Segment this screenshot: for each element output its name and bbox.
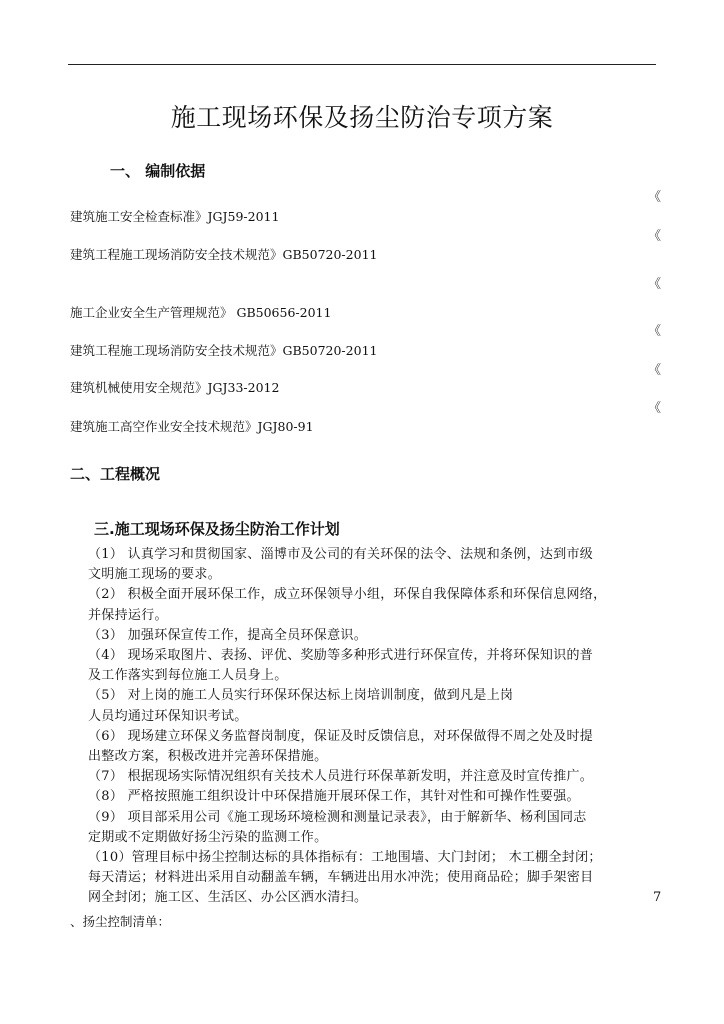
plan-line: 文明施工现场的要求。 [88, 567, 222, 583]
quote-mark: 《 [648, 324, 662, 339]
section-heading-plan: 三.施工现场环保及扬尘防治工作计划 [94, 520, 340, 538]
plan-line: 定期或不定期做好扬尘污染的监测工作。 [88, 829, 328, 845]
reference-item: 建筑施工高空作业安全技术规范》JGJ80-91 [70, 419, 314, 434]
plan-line: （9） 项目部采用公司《施工现场环境检测和测量记录表》，由于解新华、杨利国同志 [88, 809, 587, 825]
reference-item: 建筑工程施工现场消防安全技术规范》GB50720-2011 [70, 343, 378, 358]
reference-item: 建筑工程施工现场消防安全技术规范》GB50720-2011 [70, 247, 378, 262]
page-number: 7 [653, 890, 662, 905]
section-heading-overview: 二、工程概况 [70, 465, 161, 483]
reference-item: 建筑机械使用安全规范》JGJ33-2012 [70, 380, 280, 395]
plan-line: （2） 积极全面开展环保工作，成立环保领导小组，环保自我保障体系和环保信息网络， [88, 587, 607, 603]
plan-line: 出整改方案，积极改进并完善环保措施。 [88, 749, 328, 765]
header-rule [68, 64, 656, 65]
plan-line: （6） 现场建立环保义务监督岗制度，保证及时反馈信息，对环保做得不周之处及时提 [88, 728, 594, 744]
quote-mark: 《 [648, 190, 662, 205]
section-heading-basis: 一、 编制依据 [110, 162, 206, 180]
plan-paragraphs [88, 545, 658, 909]
reference-item: 施工企业安全生产管理规范》 GB50656-2011 [70, 305, 332, 320]
reference-item: 建筑施工安全检查标准》JGJ59-2011 [70, 209, 280, 224]
plan-line: 网全封闭；施工区、生活区、办公区洒水清扫。 [88, 890, 368, 906]
quote-mark: 《 [648, 229, 662, 244]
plan-line: 人员均通过环保知识考试。 [88, 708, 248, 724]
plan-line: （1） 认真学习和贯彻国家、淄博市及公司的有关环保的法令、法规和条例，达到市级 [88, 547, 594, 562]
plan-line: 并保持运行。 [88, 607, 168, 623]
document-title: 施工现场环保及扬尘防治专项方案 [170, 103, 554, 132]
plan-line: 每天清运；材料进出采用自动翻盖车辆，车辆进出用水冲洗；使用商品砼；脚手架密目 [88, 870, 594, 886]
quote-mark: 《 [648, 401, 662, 416]
plan-line: （5） 对上岗的施工人员实行环保环保达标上岗培训制度，做到凡是上岗 [88, 688, 514, 704]
plan-line: （7） 根据现场实际情况组织有关技术人员进行环保革新发明，并注意及时宣传推广。 [88, 769, 594, 785]
quote-mark: 《 [648, 277, 662, 292]
footer-text: 、扬尘控制清单： [70, 914, 171, 929]
plan-line: （8） 严格按照施工组织设计中环保措施开展环保工作，其针对性和可操作性要强。 [88, 789, 580, 805]
quote-mark: 《 [648, 363, 662, 378]
plan-line: （10）管理目标中扬尘控制达标的具体指标有：工地围墙、大门封闭； 木工棚全封闭； [88, 850, 602, 866]
plan-line: （3） 加强环保宣传工作，提高全员环保意识。 [88, 627, 368, 643]
plan-line: 及工作落实到每位施工人员身上。 [88, 668, 288, 684]
plan-line: （4） 现场采取图片、表扬、评优、奖励等多种形式进行环保宣传，并将环保知识的普 [88, 648, 594, 664]
